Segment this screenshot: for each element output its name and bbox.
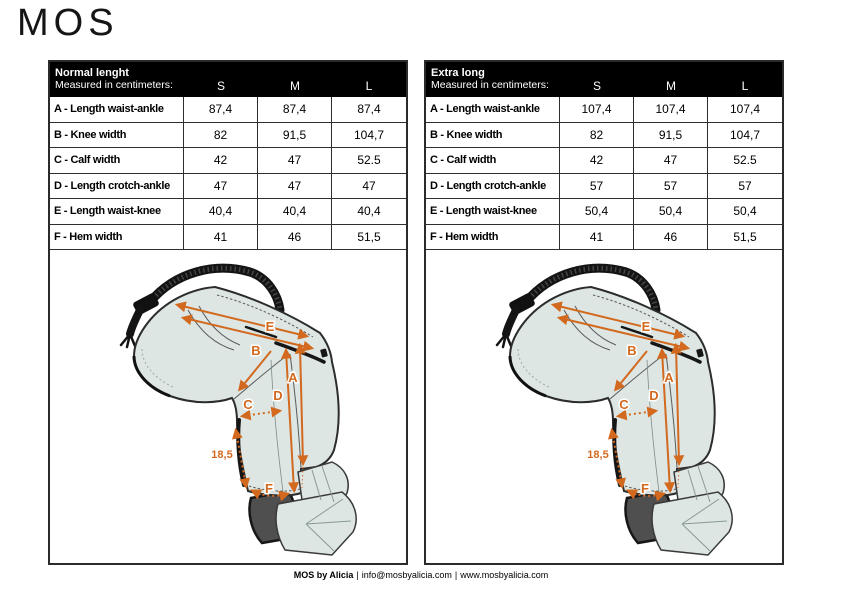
size-value: 87,4 (184, 97, 258, 123)
table-subtitle: Measured in centimeters: (431, 79, 549, 92)
size-value: 52.5 (708, 148, 782, 174)
size-value: 87,4 (332, 97, 406, 123)
row-label: A - Length waist-ankle (426, 97, 560, 123)
size-value: 82 (184, 123, 258, 149)
row-label: C - Calf width (426, 148, 560, 174)
size-value: 41 (184, 225, 258, 251)
size-value: 47 (634, 148, 708, 174)
measure-label-c: C (243, 397, 253, 412)
pants-measurement-diagram (50, 250, 406, 563)
panel-extra-long (424, 60, 784, 565)
table-title-block (50, 62, 184, 97)
row-label: E - Length waist-knee (426, 199, 560, 225)
size-value: 50,4 (634, 199, 708, 225)
table-header-extra-long (426, 62, 782, 97)
size-value: 87,4 (258, 97, 332, 123)
size-value: 57 (634, 174, 708, 200)
footer-brand: MOS by Alicia (293, 570, 354, 580)
measure-label-strap-length: 18,5 (211, 449, 233, 461)
row-label: E - Length waist-knee (50, 199, 184, 225)
size-value: 40,4 (332, 199, 406, 225)
measure-label-f: F (265, 481, 273, 496)
footer-separator: | (356, 570, 359, 580)
size-value: 40,4 (184, 199, 258, 225)
footer-separator: | (454, 570, 458, 580)
size-value: 47 (184, 174, 258, 200)
size-value: 57 (560, 174, 634, 200)
row-label: B - Knee width (50, 123, 184, 149)
column-header-m: M (666, 79, 676, 93)
size-value: 52.5 (332, 148, 406, 174)
size-value: 91,5 (634, 123, 708, 149)
size-value: 50,4 (708, 199, 782, 225)
size-value: 57 (708, 174, 782, 200)
table-title: Normal lenght (55, 67, 129, 80)
size-value: 107,4 (634, 97, 708, 123)
pants-illustration (50, 250, 406, 563)
size-value: 42 (560, 148, 634, 174)
size-value: 51,5 (708, 225, 782, 251)
table-title: Extra long (431, 67, 485, 80)
strap-tail (130, 310, 140, 334)
size-value: 51,5 (332, 225, 406, 251)
size-value: 50,4 (560, 199, 634, 225)
column-header-l: L (365, 79, 373, 93)
table-header-normal (50, 62, 406, 97)
footer (0, 570, 842, 580)
size-value: 47 (332, 174, 406, 200)
column-header-s: S (216, 79, 225, 93)
panel-normal-length (48, 60, 408, 565)
row-label: D - Length crotch-ankle (50, 174, 184, 200)
size-value: 82 (560, 123, 634, 149)
footer-email: info@mosbyalicia.com (361, 570, 452, 580)
size-value: 104,7 (332, 123, 406, 149)
size-value: 107,4 (560, 97, 634, 123)
pants-illustration (426, 250, 782, 563)
size-table-normal (50, 97, 406, 250)
size-value: 107,4 (708, 97, 782, 123)
size-value: 47 (258, 148, 332, 174)
row-label: D - Length crotch-ankle (426, 174, 560, 200)
size-table-extra-long (426, 97, 782, 250)
row-label: B - Knee width (426, 123, 560, 149)
size-value: 91,5 (258, 123, 332, 149)
size-value: 41 (560, 225, 634, 251)
size-value: 46 (634, 225, 708, 251)
size-value: 40,4 (258, 199, 332, 225)
size-value: 46 (258, 225, 332, 251)
measure-label-a: A (288, 370, 298, 385)
column-header-m: M (290, 79, 300, 93)
pants-measurement-diagram (426, 250, 782, 563)
table-subtitle: Measured in centimeters: (55, 79, 173, 92)
measure-label-b: B (251, 343, 261, 358)
measure-label-e: E (265, 319, 275, 334)
footer-website: www.mosbyalicia.com (460, 570, 549, 580)
row-label: F - Hem width (50, 225, 184, 251)
table-title-block (426, 62, 560, 97)
measure-label-d: D (273, 388, 283, 403)
column-header-l: L (741, 79, 749, 93)
brand-logo: MOS (17, 2, 119, 44)
size-value: 42 (184, 148, 258, 174)
row-label: F - Hem width (426, 225, 560, 251)
row-label: A - Length waist-ankle (50, 97, 184, 123)
column-header-s: S (592, 79, 601, 93)
size-value: 47 (258, 174, 332, 200)
row-label: C - Calf width (50, 148, 184, 174)
size-value: 104,7 (708, 123, 782, 149)
